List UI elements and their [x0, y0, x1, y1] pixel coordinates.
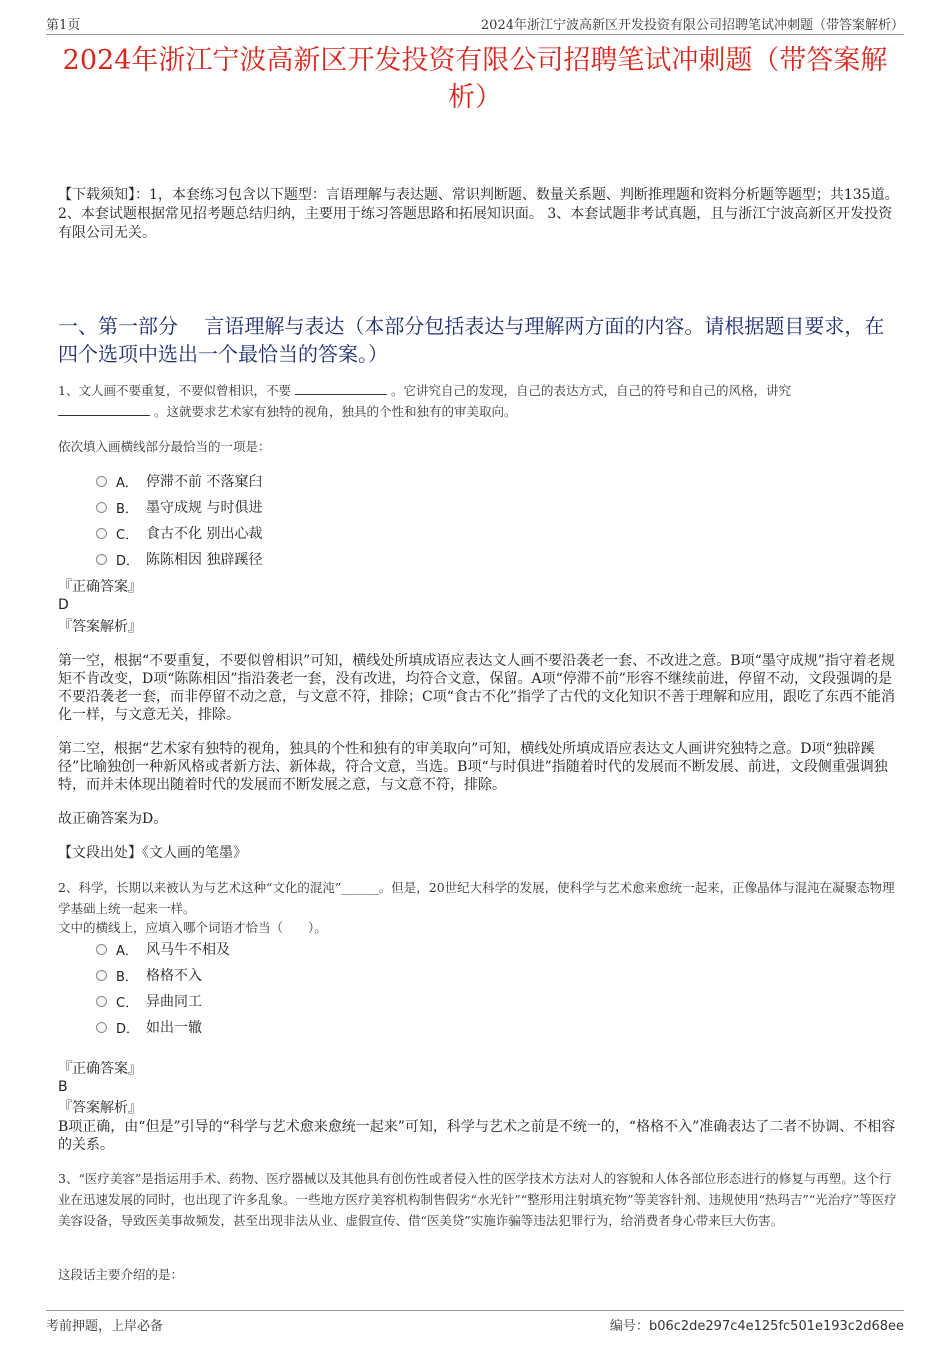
question-3-text: 3、“医疗美容”是指运用手术、药物、医疗器械以及其他具有创伤性或者侵入性的医学技术方法对人的容貌和人体各部位形态进行的修复与再塑。这个行业在迅速发展的同时，也出现了许多乱象。一些地方医疗美容机构制售假劣“水光针”“整形用注射填充物”等美容针剂、违规使用“热玛吉”“光治疗”等医疗美容设备，导致医美事故频发，甚至出现非法从业、虚假宣传、借“医美贷”实施诈骗等违法犯罪行为，给消费者身心带来巨大伤害。	[58, 1171, 897, 1228]
option-d[interactable]	[96, 1014, 230, 1040]
document-title: 2024年浙江宁波高新区开发投资有限公司招聘笔试冲刺题（带答案解析）	[62, 45, 888, 113]
option-text: 异曲同工	[146, 994, 202, 1010]
option-text: 陈陈相因 独辟蹊径	[146, 552, 263, 568]
download-notice: 【下载须知】：1，本套练习包含以下题型：言语理解与表达题、常识判断题、数量关系题、判断推理题和资料分析题等题型；共135道。 2、本套试题根据常见招考题总结归纳，主要用于练习答题思路和拓展知识面。 3、本套试题非考试真题，且与浙江宁波高新区开发投资有限公司无关。	[58, 187, 899, 241]
option-letter: A．	[116, 475, 138, 491]
footer-divider	[46, 1310, 904, 1311]
radio-icon[interactable]	[96, 476, 107, 487]
option-a[interactable]	[96, 936, 230, 962]
question-1-analysis-2: 第二空，根据“艺术家有独特的视角，独具的个性和独有的审美取向”可知，横线处所填成语应表达文人画讲究独特之意。D项“独辟蹊径”比喻独创一种新风格或者新方法、新体裁，符合文意，当选。B项“与时俱进”指随着时代的发展而不断发展、前进，文段侧重强调独特，而并未体现出随着时代的发展而不断发展之意，与文意不符，排除。	[58, 741, 888, 793]
option-c[interactable]	[96, 520, 262, 546]
question-1-prompt: 依次填入画横线部分最恰当的一项是：	[58, 439, 271, 454]
option-text: 墨守成规 与时俱进	[146, 500, 263, 516]
question-1-answer: D	[58, 597, 69, 613]
option-a[interactable]	[96, 468, 262, 494]
question-1-analysis-1: 第一空，根据“不要重复，不要似曾相识”可知，横线处所填成语应表达文人画不要沿袭老一套、不改进之意。B项“墨守成规”指守着老规矩不肯改变，D项“陈陈相因”指沿袭老一套，没有改进，均符合文意，保留。A项“停滞不前”形容不继续前进，停留不动，文段强调的是不要沿袭老一套，而非停留不动之意，与文意不符，排除；C项“食古不化”指学了古代的文化知识不善于理解和应用，跟吃了东西不能消化一样，与文意无关，排除。	[58, 653, 896, 723]
option-c[interactable]	[96, 988, 230, 1014]
document-code	[610, 1315, 904, 1334]
question-1-options	[96, 468, 262, 572]
option-letter: B．	[116, 969, 138, 985]
radio-icon[interactable]	[96, 1022, 107, 1033]
question-2-text: 2、科学，长期以来被认为与艺术这种“文化的混沌”______。但是，20世纪大科学的发展，使科学与艺术愈来愈统一起来，正像晶体与混沌在凝聚态物理学基础上统一起来一样。	[58, 880, 895, 916]
document-code-value: b06c2de297c4e125fc501e193c2d68ee	[648, 1319, 904, 1334]
option-letter: C．	[116, 995, 139, 1011]
header-doc-title: 2024年浙江宁波高新区开发投资有限公司招聘笔试冲刺题（带答案解析）	[480, 18, 904, 33]
analysis-label: 『答案解析』	[58, 1100, 142, 1116]
option-d[interactable]	[96, 546, 262, 572]
answer-blank-1	[295, 381, 387, 395]
question-1-conclusion: 故正确答案为D。	[58, 811, 168, 827]
option-letter: D．	[116, 553, 140, 569]
question-1-text-part-c: 。这就要求艺术家有独特的视角，独具的个性和独有的审美取向。	[153, 404, 517, 419]
question-2-answer: B	[58, 1079, 68, 1095]
document-code-label: 编号：	[609, 1319, 649, 1334]
radio-icon[interactable]	[96, 944, 107, 955]
question-3-prompt: 这段话主要介绍的是：	[58, 1267, 184, 1282]
radio-icon[interactable]	[96, 554, 107, 565]
page-number: 第1页	[46, 18, 81, 33]
option-letter: A．	[116, 943, 138, 959]
question-2-options	[96, 936, 230, 1040]
question-2-analysis: B项正确，由“但是”引导的“科学与艺术愈来愈统一起来”可知，科学与艺术之前是不统一的，“格格不入”准确表达了二者不协调、不相容的关系。	[58, 1119, 896, 1153]
footer-slogan: 考前押题，上岸必备	[46, 1319, 164, 1334]
correct-answer-label: 『正确答案』	[58, 1061, 142, 1077]
option-text: 如出一辙	[146, 1020, 202, 1036]
question-1-text-part-b: 。它讲究自己的发现，自己的表达方式，自己的符号和自己的风格，讲究	[390, 383, 791, 398]
option-text: 停滞不前 不落窠臼	[146, 474, 263, 490]
option-text: 食古不化 别出心裁	[146, 526, 263, 542]
option-letter: B．	[116, 501, 138, 517]
analysis-label: 『答案解析』	[58, 619, 142, 635]
radio-icon[interactable]	[96, 970, 107, 981]
radio-icon[interactable]	[96, 502, 107, 513]
option-text: 风马牛不相及	[146, 942, 230, 958]
question-1-text-part-a: 1、文人画不要重复，不要似曾相识，不要	[58, 383, 291, 398]
section-heading: 一、第一部分 言语理解与表达（本部分包括表达与理解两方面的内容。请根据题目要求，在四个选项中选出一个最恰当的答案。）	[58, 314, 885, 366]
question-2-prompt: 文中的横线上，应填入哪个词语才恰当（ ）。	[58, 920, 327, 935]
answer-blank-2	[58, 402, 150, 416]
header-divider	[46, 34, 904, 35]
option-letter: D．	[116, 1021, 140, 1037]
correct-answer-label: 『正确答案』	[58, 579, 142, 595]
radio-icon[interactable]	[96, 996, 107, 1007]
option-b[interactable]	[96, 962, 230, 988]
radio-icon[interactable]	[96, 528, 107, 539]
option-b[interactable]	[96, 494, 262, 520]
question-1-text	[58, 380, 900, 422]
option-text: 格格不入	[146, 968, 202, 984]
option-letter: C．	[116, 527, 139, 543]
question-1-source: 【文段出处】《文人画的笔墨》	[58, 845, 247, 861]
